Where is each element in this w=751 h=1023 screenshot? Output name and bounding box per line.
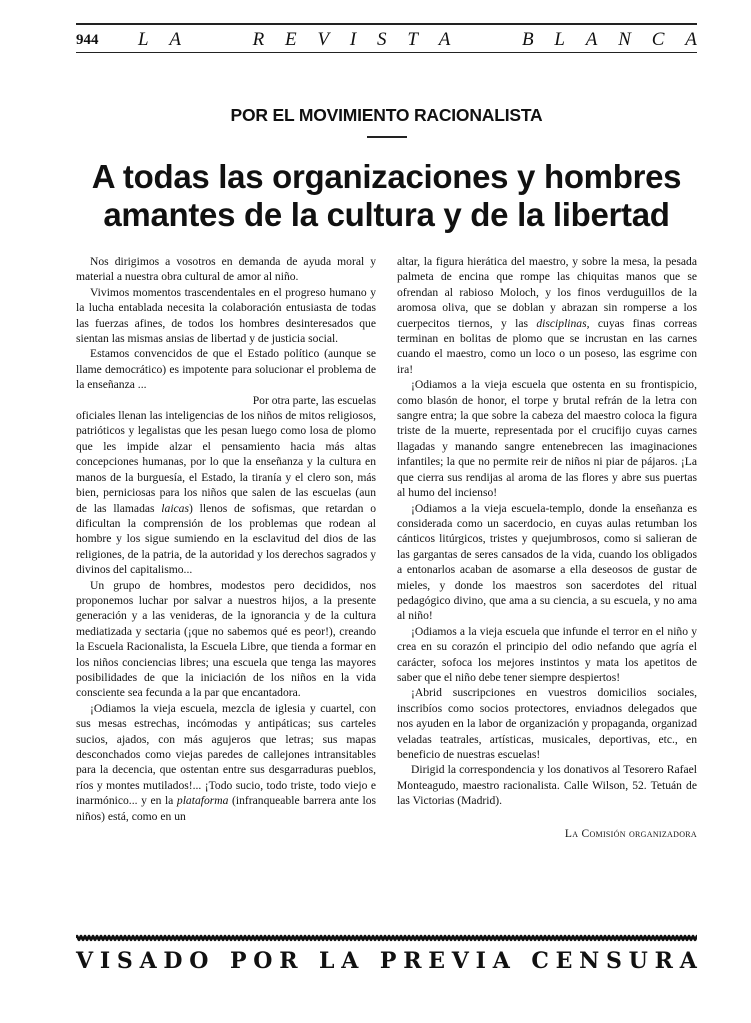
spaced-letter: D xyxy=(163,948,183,974)
spaced-letter: A xyxy=(685,29,697,50)
paragraph: Dirigid la correspondencia y los donativos al Tesorero Rafael Monteagudo, maestro racionalista. Calle Wilson, 52. Tetuán de las Victorias (Madrid). xyxy=(397,763,697,808)
spaced-letter: C xyxy=(531,948,549,974)
wavy-rule xyxy=(76,934,697,942)
letter-gap xyxy=(215,948,223,974)
spaced-letter: S xyxy=(377,29,387,50)
spaced-letter: A xyxy=(585,29,598,50)
spaced-letter: E xyxy=(555,948,573,974)
spaced-letter: P xyxy=(229,948,247,974)
paragraph: ¡Odiamos la vieja escuela, mezcla de iglesia y cuartel, con sus mesas estrechas, incómodas y antipáticas; sus carteles sucios, ajados, con más agujeros que letras; sus mapas desconchados como viejas paredes de callejones intransitables para la decencia, que ostentan entre sus desgarraduras pueblos, ríos y montes mutilados!... ¡Todo sucio, todo triste, todo viejo e inarmónico... y en la plataforma (infranqueable barrera ante los niños) está, como en un xyxy=(76,701,376,823)
paragraph: ¡Odiamos a la vieja escuela que ostenta en su frontispicio, como blasón de honor, el torpe y brutal refrán de la letra con sangre entra; la que sobre la cabeza del maestro coloca la figura triste de la muerte, representada por el crucifijo cuyas carnes llagadas y manando sangre entenebrecen las imaginaciones infantiles; la que no permite reir de niños ni piar de pájaros. ¡La que cierra sus rendijas al aroma de las flores y abre sus puertas al humo del incienso! xyxy=(397,378,697,500)
headline-line-1: A todas las organizaciones y hombres xyxy=(91,158,682,195)
spaced-letter: C xyxy=(651,29,665,50)
spaced-letter: A xyxy=(169,29,181,50)
spaced-letter: V xyxy=(317,29,330,50)
spaced-letter: L xyxy=(138,29,149,50)
short-divider xyxy=(367,136,407,138)
spaced-letter: A xyxy=(679,948,697,974)
spaced-letter: L xyxy=(319,948,335,974)
article-headline xyxy=(76,158,697,234)
spaced-letter: O xyxy=(253,948,273,974)
spaced-letter: B xyxy=(521,29,534,50)
spaced-letter: U xyxy=(628,948,648,974)
paragraph: ¡Abrid suscripciones en vuestros domicilios sociales, inscribíos como socios protectores, enviadnos delegados que nos ayuden en la labor de organización y propaganda, organizad veladas teatrales, artísticas, musicales, deportivas, etc., en beneficio de nuestras escuelas! xyxy=(397,686,697,761)
letter-gap xyxy=(304,948,312,974)
paragraph: Nos dirigimos a vosotros en demanda de ayuda moral y material a nuestra obra cultural de amor al niño. xyxy=(76,255,376,284)
paragraph: altar, la figura hierática del maestro, y sobre la mesa, la pesada palmeta de encina que rompe las chiquitas manos que se ofrendan al rabioso Moloch, y los finos verduguillos de la aromosa oliva, que se doblan y abrazan sin romperse a los cuerpecitos tiernos, y las disciplinas, cuyas finas correas terminan en bolitas de plomo que se incrustan en las carnes cuando el maestro, como un loco o un poseso, las esgrime con ira! xyxy=(397,255,697,376)
spaced-letter: I xyxy=(99,948,111,974)
spaced-letter: L xyxy=(554,29,565,50)
spaced-letter: V xyxy=(76,948,94,974)
paragraph: ¡Odiamos a la vieja escuela-templo, donde la enseñanza es considerada como un sacerdocio, en cuyas aulas retumban los cánticos litúrgicos, tristes y quejumbrosos, como si salieran de las gargantas de seres cansados de la vida, cuando los obligados a entonarlos acaban de asomarse a ella deseosos de gustar de mieles, y donde los maestros son sacerdotes del ritual pedagógico divino, que ama a su ciencia, a su escuela, y no ama al niño! xyxy=(397,501,697,623)
letter-gap xyxy=(202,29,232,51)
paragraph: Por otra parte, las escuelas oficiales llenan las inteligencias de los niños de mitos religiosos, patrióticos y legalistas que les pesan luego como losa de plomo que les impide alzar el pensamiento hacia más altas concepciones humanas, por lo que la enseñanza y la cultura en manos de la burguesía, el Estado, la tiranía y el clero son, más bien, perniciosas para los niños que salen de las escuelas (aun de las llamadas laicas) llenos de sofismas, que retardan o dificultan la comprensión de los problemas que rodean al hombre y los sigue sumiendo en la esclavitud del dios de las religiones, de la patria, de la autoridad y los derechos sagrados y divinos del capitalismo... xyxy=(76,393,376,577)
spaced-letter: E xyxy=(428,948,446,974)
left-column xyxy=(76,254,376,842)
spaced-letter: N xyxy=(579,948,600,974)
paragraph: Un grupo de hombres, modestos pero decididos, nos proponemos luchar por salvar a nuestros hijos, a la presente generación y a las venideras, de la ignorancia y de la cultura mediatizada y sectaria (¡que no sabemos qué es peor!), creando la Escuela Racionalista, la Escuela Libre, que tienda a formar en los niños conciencias libres; una escuela que tenga las mayores posibilidades de que la iniciación de los niños en la vida consciente sea fecunda a la par que encantadora. xyxy=(76,578,376,700)
paragraph: Vivimos momentos trascendentales en el progreso humano y la lucha entablada necesita la colaboración entusiasta de todas las fuerzas afines, de todos los hombres desinteresados que sientan las mismas ansias de libertad y de justicia social. xyxy=(76,285,376,346)
spaced-letter: V xyxy=(451,948,469,974)
spaced-letter: I xyxy=(349,29,357,50)
spaced-letter: A xyxy=(492,948,510,974)
headline-line-2: amantes de la cultura y de la libertad xyxy=(103,196,670,233)
paragraph-lead: Por otra parte, las escuelas xyxy=(252,393,376,407)
paragraph: ¡Odiamos a la vieja escuela que infunde el terror en el niño y crea en su corazón el principio del odio nefando que agría el carácter, sofoca los mejores instintos y mata los apetitos de saber que el niño debe tener siempre despiertos! xyxy=(397,624,697,684)
spaced-letter: O xyxy=(189,948,209,974)
article-body xyxy=(76,254,697,842)
spaced-letter: T xyxy=(407,29,418,50)
censorship-stamp xyxy=(76,948,697,974)
spaced-letter: A xyxy=(438,29,451,50)
spaced-letter: I xyxy=(475,948,486,974)
letter-gap xyxy=(365,948,373,974)
spaced-letter: P xyxy=(379,948,397,974)
spaced-letter: S xyxy=(606,948,622,974)
spaced-letter: N xyxy=(618,29,631,50)
page-number: 944 xyxy=(76,32,99,48)
letter-gap xyxy=(471,29,501,51)
magazine-page xyxy=(76,20,697,842)
spaced-letter: R xyxy=(252,29,265,50)
paragraph: Estamos convencidos de que el Estado político (aunque se llame democrático) es impotente para solucionar el problema de la enseñanza ... xyxy=(76,347,376,392)
spaced-letter: R xyxy=(279,948,298,974)
spaced-letter: R xyxy=(403,948,422,974)
running-head xyxy=(76,23,697,53)
signature: La Comisión organizadora xyxy=(564,827,697,840)
section-heading: POR EL MOVIMIENTO RACIONALISTA xyxy=(230,105,543,125)
spaced-letter: A xyxy=(341,948,359,974)
spaced-letter: R xyxy=(654,948,673,974)
right-column xyxy=(397,254,697,842)
letter-gap xyxy=(517,948,525,974)
journal-title xyxy=(138,29,697,51)
spaced-letter: A xyxy=(139,948,157,974)
spaced-letter: S xyxy=(116,948,133,974)
spaced-letter: E xyxy=(285,29,297,50)
